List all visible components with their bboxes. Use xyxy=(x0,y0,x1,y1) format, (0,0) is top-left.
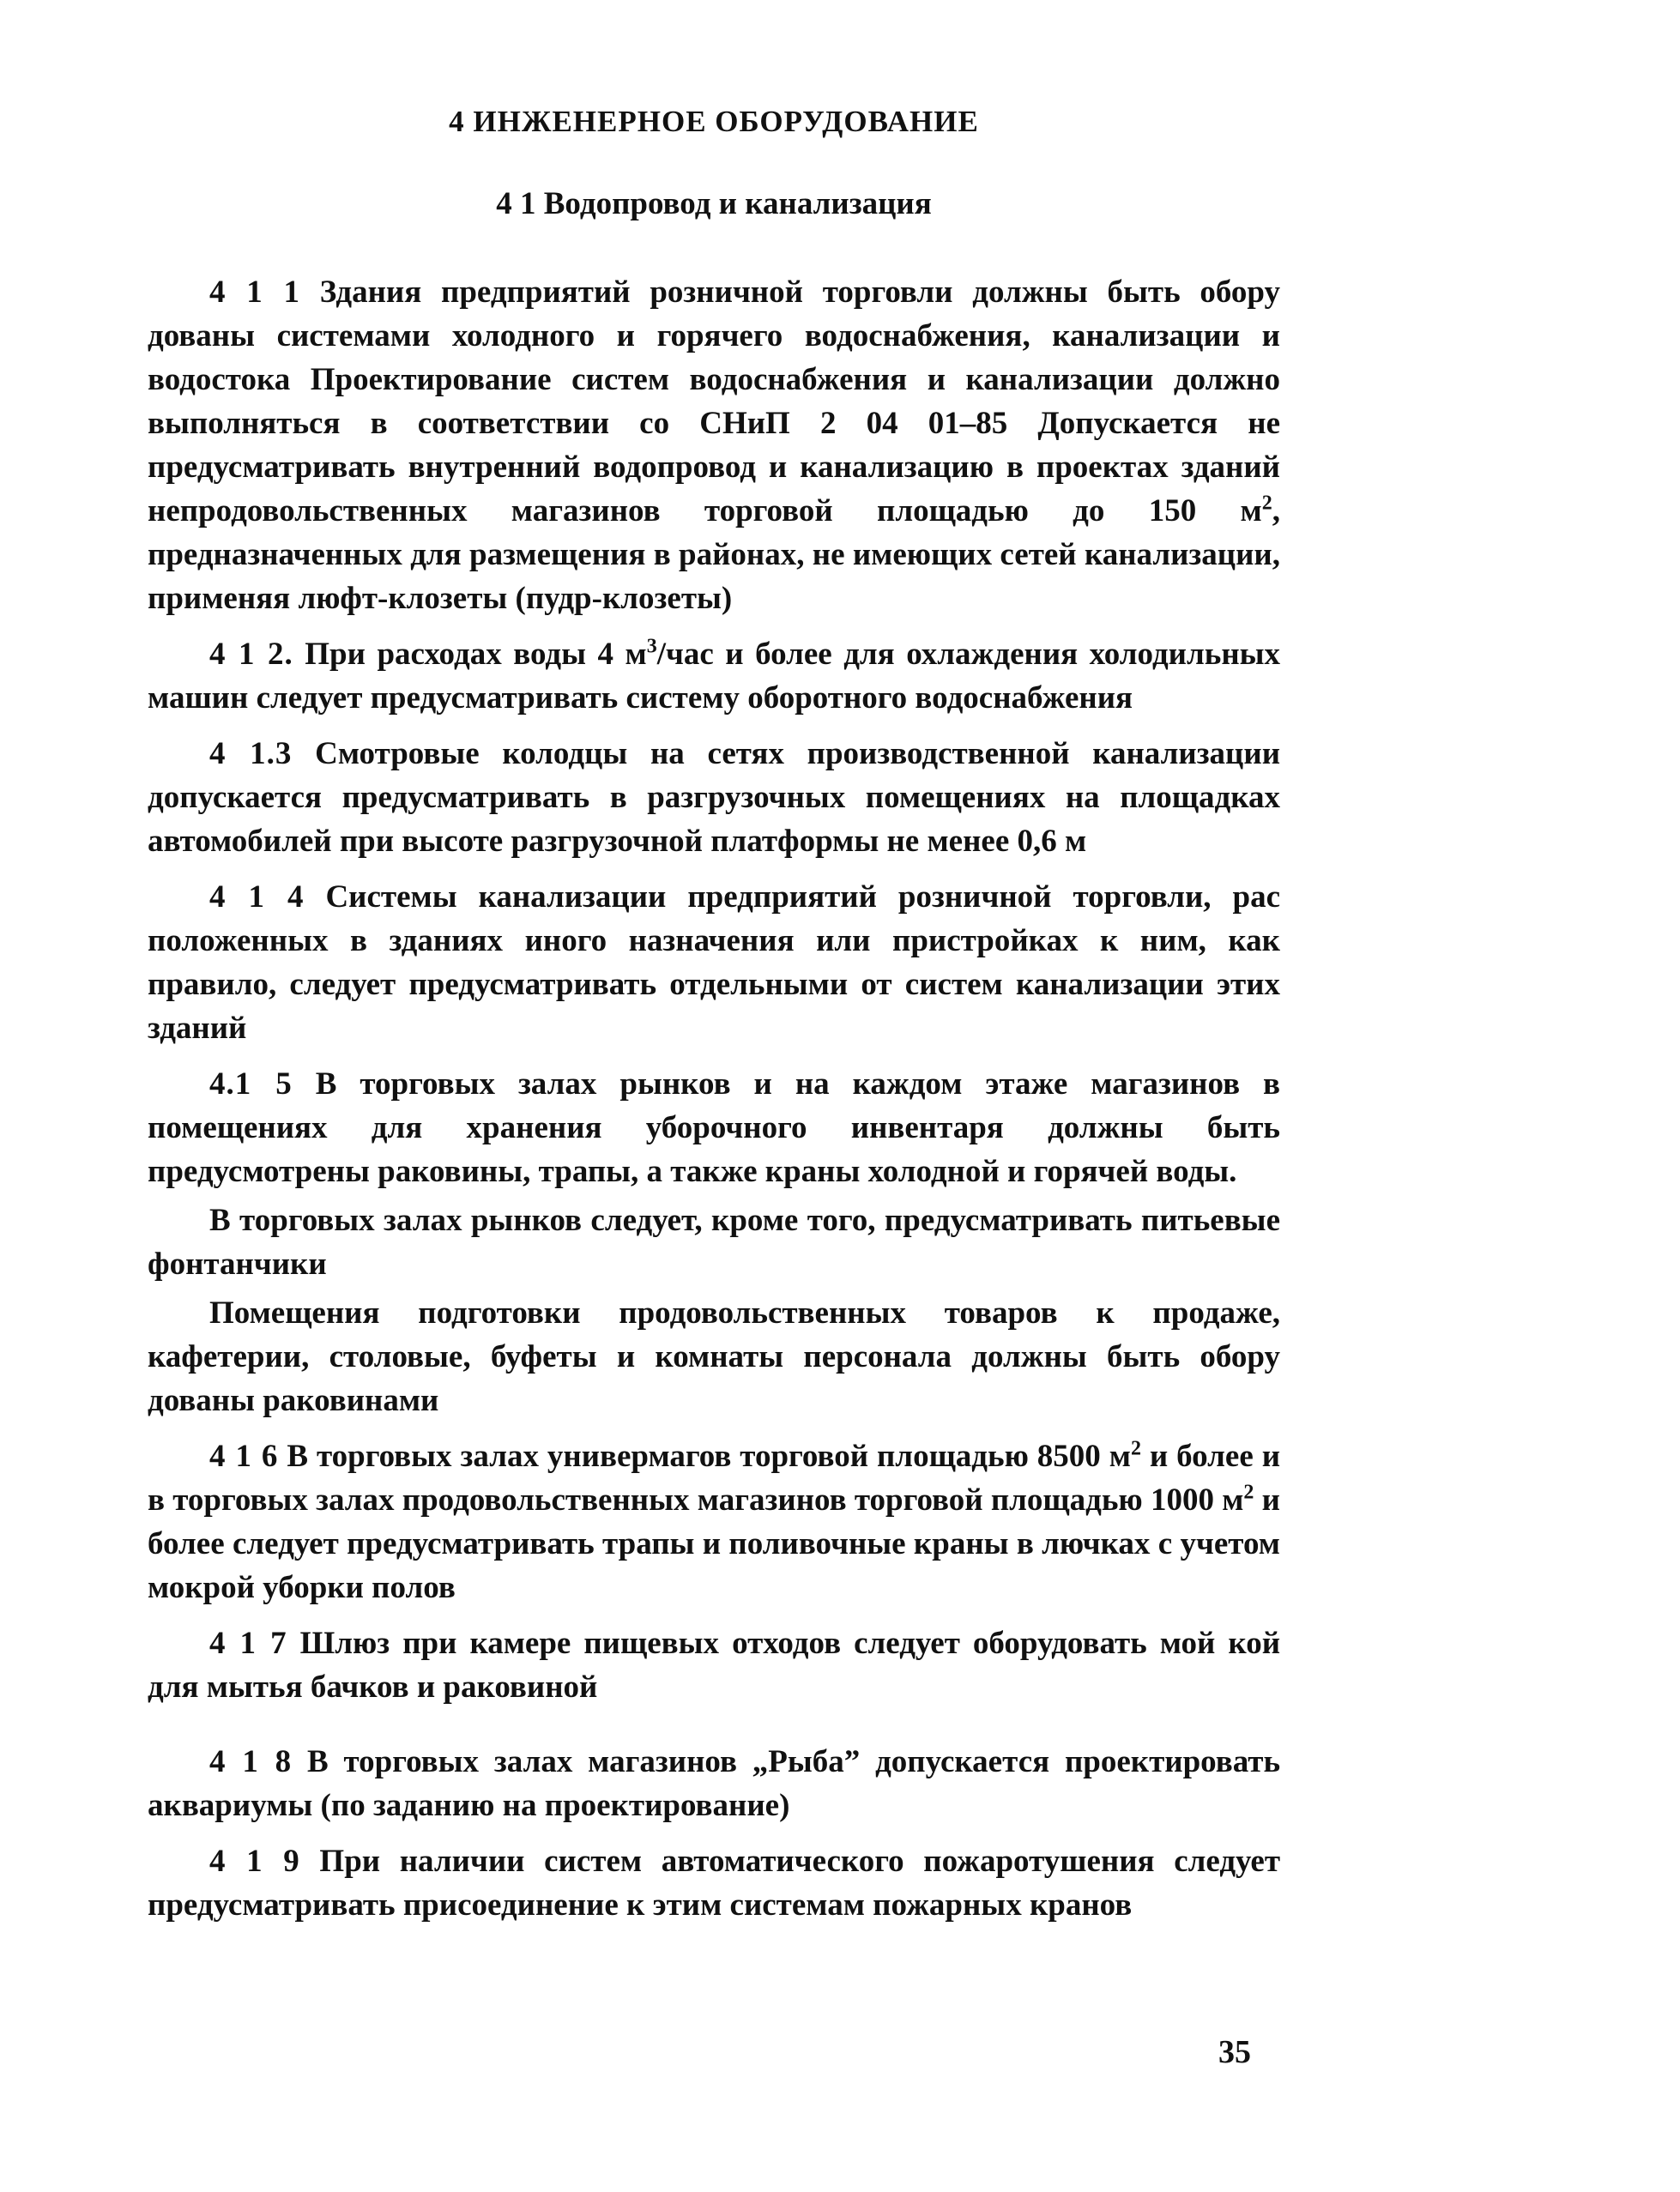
clause-text: При расходах воды 4 м xyxy=(305,637,647,672)
paragraph-4-1-4 xyxy=(148,875,1280,1050)
document-page xyxy=(148,103,1280,1939)
paragraph-4-1-3 xyxy=(148,732,1280,863)
clause-text: Помещения подготовки продовольственных товаров к продаже, кафетерии, столовые, буфеты и комнаты персонала должны быть обору дованы раковинами xyxy=(148,1295,1280,1418)
clause-text-tail: и более и в торговых залах продовольственных магазинов торговой площадью 1000 м xyxy=(148,1439,1281,1518)
clause-number: 4 1 6 xyxy=(209,1439,279,1474)
clause-text-tail: и более следует предусматривать трапы и поливочные краны в лючках с учетом мокрой уборки полов xyxy=(148,1482,1280,1605)
superscript: 3 xyxy=(646,635,657,658)
paragraph-4-1-2 xyxy=(148,632,1280,720)
clause-text: В торговых залах рынков следует, кроме того, предусматривать питьевые фонтанчики xyxy=(148,1203,1280,1282)
paragraph-4-1-7 xyxy=(148,1621,1280,1709)
paragraph-4-1-5 xyxy=(148,1062,1280,1193)
clause-number: 4 1 2. xyxy=(209,637,293,672)
clause-text: Шлюз при камере пищевых отходов следует оборудовать мой кой для мытья бачков и раковиной xyxy=(148,1626,1281,1705)
clause-number: 4 1 9 xyxy=(209,1844,300,1879)
section-heading: 4 ИНЖЕНЕРНОЕ ОБОРУДОВАНИЕ xyxy=(449,105,979,138)
clause-number: 4.1 5 xyxy=(209,1066,293,1102)
paragraph-4-1-5-b xyxy=(148,1199,1280,1286)
paragraph-4-1-8 xyxy=(148,1740,1280,1827)
clause-text: Системы канализации предприятий розничной торговли, рас положенных в зданиях иного назначения или пристройках к ним, как правило, следует предусматривать отдельными от систем канализации этих зданий xyxy=(148,879,1280,1046)
clause-text-tail: /час и более для охлаждения холодильных машин следует предусматривать систему оборотного водоснабжения xyxy=(148,637,1281,716)
superscript: 2 xyxy=(1261,492,1272,515)
clause-text: Смотровые колодцы на сетях производственной канализации допускается предусматривать в разгрузочных помещениях на площадках автомобилей при высоте разгрузочной платформы не менее 0,6 м xyxy=(148,736,1281,859)
clause-number: 4 1 1 xyxy=(209,275,301,310)
clause-number: 4 1.3 xyxy=(209,736,293,771)
superscript: 2 xyxy=(1130,1437,1141,1460)
paragraph-4-1-6 xyxy=(148,1434,1280,1609)
clause-text-tail: , предназначенных для размещения в районах, не имеющих сетей канализации, применяя люфт-клозеты (пудр-клозеты) xyxy=(148,493,1280,616)
page-number: 35 xyxy=(1218,2034,1251,2070)
subsection-heading: 4 1 Водопровод и канализация xyxy=(496,186,932,221)
clause-text: Здания предприятий розничной торговли должны быть обору дованы системами холодного и горячего водоснабжения, канализации и водостока Проектирование систем водоснабжения и канализации должно выполняться в соответствии со СНиП 2 04 01–85 Допускается не предусматривать внутренний водопровод и канализацию в проектах зданий непродовольственных магазинов торговой площадью до 150 м xyxy=(148,275,1281,528)
clause-number: 4 1 8 xyxy=(209,1744,293,1779)
clause-text: При наличии систем автоматического пожаротушения следует предусматривать присоединение к этим системам пожарных кранов xyxy=(148,1844,1280,1923)
paragraph-4-1-1 xyxy=(148,270,1280,620)
paragraph-4-1-5-c xyxy=(148,1291,1280,1422)
paragraph-4-1-9 xyxy=(148,1839,1280,1927)
clause-number: 4 1 7 xyxy=(209,1626,287,1661)
clause-number: 4 1 4 xyxy=(209,879,305,915)
clause-text: В торговых залах магазинов „Рыба” допускается проектировать аквариумы (по заданию на проектирование) xyxy=(148,1744,1281,1823)
clause-text: В торговых залах рынков и на каждом этаже магазинов в помещениях для хранения уборочного инвентаря должны быть предусмотрены раковины, трапы, а также краны холодной и горячей воды. xyxy=(148,1066,1281,1189)
superscript: 2 xyxy=(1243,1481,1254,1504)
clause-text: В торговых залах универмагов торговой площадью 8500 м xyxy=(287,1439,1131,1474)
